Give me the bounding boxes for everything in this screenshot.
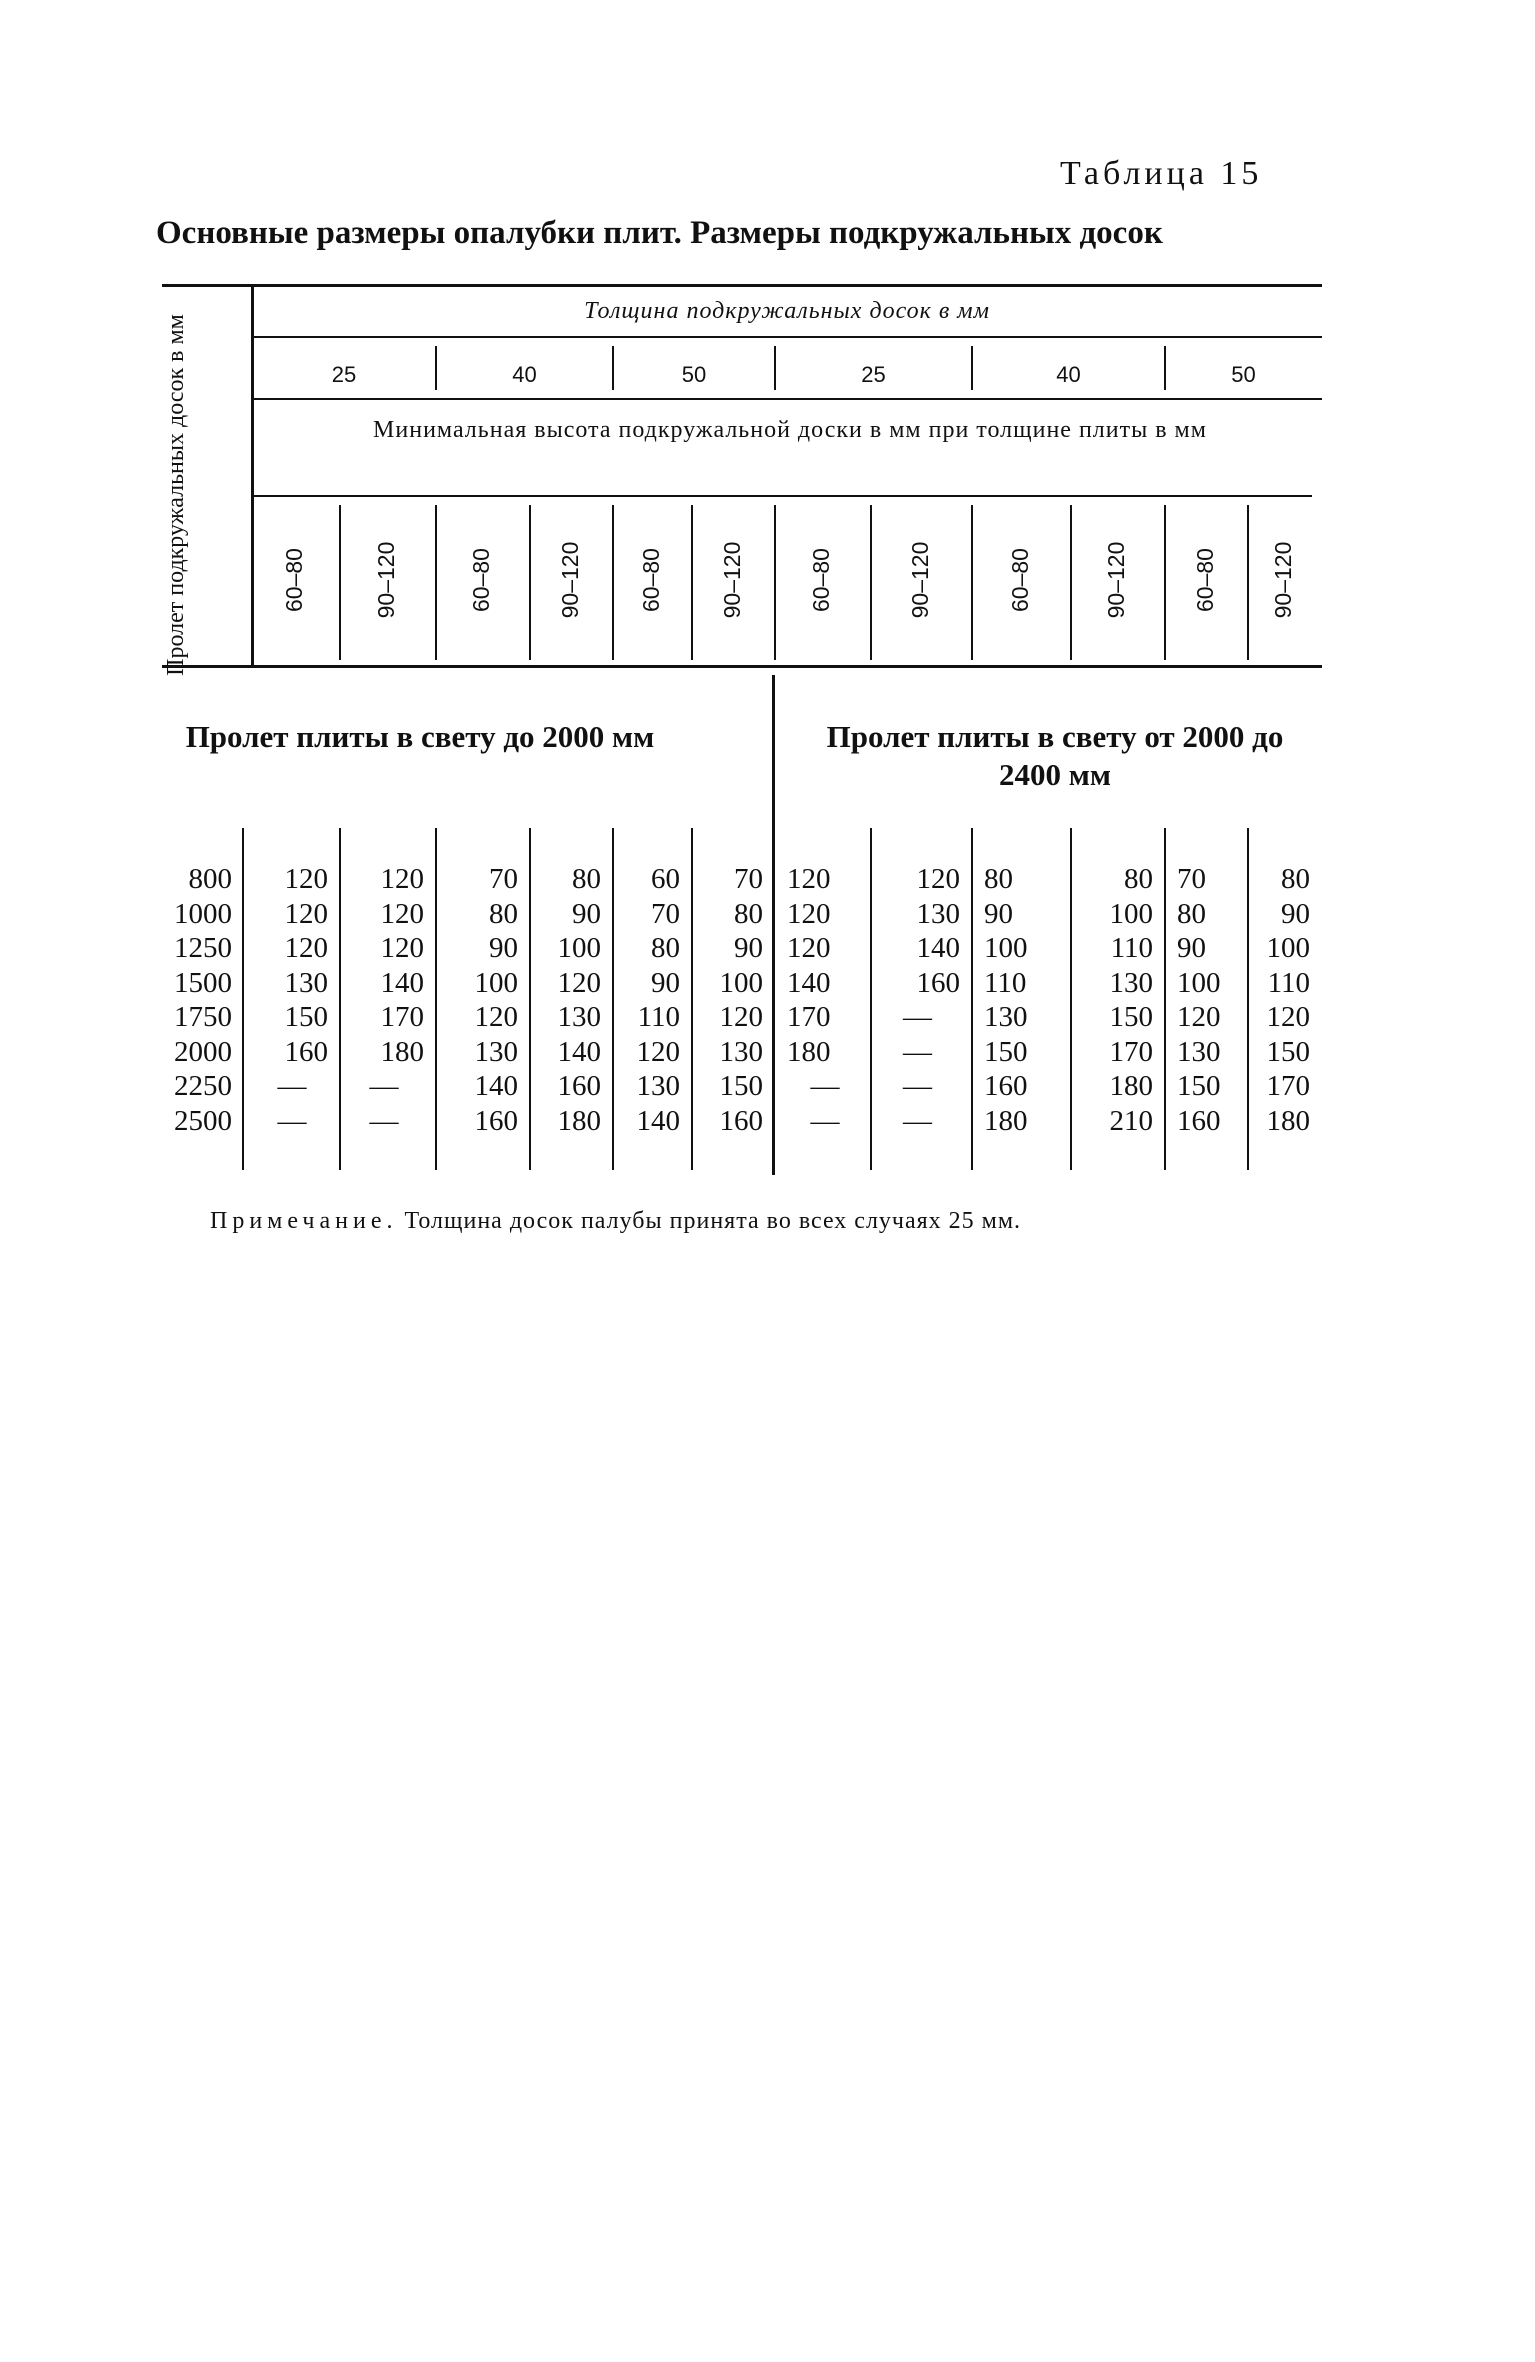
value-column [1177,862,1240,1138]
cell-value: 90 [489,932,518,964]
column-divider [242,828,244,1170]
row-header [160,305,230,685]
cell-value: 120 [787,863,831,895]
cell-value: 160 [916,966,960,999]
cell-value: 80 [489,897,518,930]
thickness-header: Толщина подкружальных досок в мм [584,298,990,324]
value-column [875,862,960,1138]
cell-value: 100 [1266,932,1310,964]
section-right-header [810,718,1300,794]
cell-value: 110 [1267,966,1310,999]
column-divider [971,828,973,1170]
slab-range: 60–80 [637,548,664,612]
cell-value: 120 [284,932,328,964]
rule-below-thickness-header [252,336,1322,338]
cell-value: 170 [1109,1035,1153,1068]
cell-value: 80 [572,863,601,895]
cell-value: 130 [636,1070,680,1102]
cell-value: 180 [984,1104,1028,1137]
cell-value: 170 [1266,1070,1310,1102]
cell-value: 100 [1177,966,1221,999]
cell-value: — [369,1104,399,1137]
cell-value: 120 [557,966,601,999]
span-value: 1250 [174,932,232,964]
range-divider [435,505,437,660]
rule-below-thicknesses [252,398,1322,400]
slab-range: 60–80 [1006,548,1033,612]
value-column [256,862,328,1138]
cell-value: 110 [1110,932,1153,964]
cell-value: 100 [557,932,601,964]
table-title: Основные размеры опалубки плит. Размеры подкружальных досок [156,215,1163,251]
column-divider [1164,828,1166,1170]
cell-value: — [369,1070,399,1102]
cell-value: 120 [380,897,424,930]
thickness-value: 25 [861,362,886,387]
span-value: 2000 [174,1035,232,1068]
column-divider [870,828,872,1170]
cell-value: 110 [637,1001,680,1033]
cell-value: 70 [734,863,763,895]
cell-value: — [903,1035,932,1068]
value-column [787,862,863,1138]
column-divider [1247,828,1249,1170]
cell-value: 150 [284,1001,328,1033]
value-column [1252,862,1310,1138]
cell-value: 150 [1177,1070,1221,1102]
header-bottom-rule [162,665,1322,668]
cell-value: 80 [984,863,1013,895]
cell-value: — [810,1104,840,1137]
section-divider [772,675,775,1175]
cell-value: 180 [1266,1104,1310,1137]
span-value: 1000 [174,897,232,930]
value-column [1075,862,1153,1138]
cell-value: — [903,1070,932,1102]
range-divider [1164,505,1166,660]
column-divider [691,828,693,1170]
cell-value: 180 [1109,1070,1153,1102]
cell-value: 140 [636,1104,680,1137]
top-rule [162,284,1322,287]
cell-value: 120 [787,897,831,930]
cell-value: 150 [984,1035,1028,1068]
range-divider [1247,505,1249,660]
slab-range: 90–120 [556,541,583,619]
cell-value: 60 [651,863,680,895]
cell-value: 210 [1109,1104,1153,1137]
cell-value: 130 [474,1035,518,1068]
slab-range: 90–120 [718,541,745,619]
cell-value: 130 [1177,1035,1221,1068]
thickness-value: 50 [681,362,707,387]
cell-value: 120 [284,897,328,930]
cell-value: 90 [651,966,680,999]
cell-value: 130 [719,1035,763,1068]
span-column [140,862,232,1138]
cell-value: 120 [474,1001,518,1033]
cell-value: 140 [474,1070,518,1102]
value-column [440,862,518,1138]
section-left-text: Пролет плиты в свету до 2000 мм [185,719,655,754]
cell-value: 100 [984,932,1028,964]
thickness-value: 25 [331,362,357,387]
slab-range: 90–120 [373,541,399,619]
slab-range: 60–80 [468,548,494,612]
cell-value: 70 [489,863,518,895]
cell-value: 160 [719,1104,763,1137]
span-value: 2250 [174,1070,232,1102]
cell-value: 80 [1124,863,1153,895]
table-note [210,1208,1021,1235]
rule-below-min-height [252,495,1312,497]
thickness-value: 50 [1231,362,1256,387]
slab-range: 60–80 [808,548,834,612]
cell-value: 140 [557,1035,601,1068]
cell-value: 130 [557,1001,601,1033]
table-label: Таблица 15 [1060,155,1263,192]
cell-value: 160 [1177,1104,1221,1137]
range-divider [971,505,973,660]
column-divider [339,828,341,1170]
cell-value: 90 [1177,932,1206,964]
note-text: Толщина досок палубы принята во всех случаях 25 мм. [404,1208,1022,1234]
cell-value: 120 [284,863,328,895]
cell-value: 70 [651,897,680,930]
cell-value: 80 [734,897,763,930]
cell-value: 100 [474,966,518,999]
thickness-value: 40 [512,362,537,387]
cell-value: 130 [984,1001,1028,1033]
cell-value: 120 [916,863,960,895]
cell-value: 140 [787,966,831,999]
span-value: 2500 [174,1104,232,1137]
cell-value: 110 [984,966,1027,999]
cell-value: 180 [557,1104,601,1137]
note-label: Примечание. [210,1208,398,1234]
thickness-value: 40 [1056,362,1081,387]
cell-value: 160 [984,1070,1028,1102]
cell-value: 160 [557,1070,601,1102]
cell-value: 80 [651,932,680,964]
cell-value: 170 [787,1001,831,1033]
value-column [617,862,680,1138]
cell-value: 140 [916,932,960,964]
value-column [344,862,424,1138]
slab-range: 90–120 [1103,541,1129,619]
value-column [534,862,601,1138]
cell-value: 170 [380,1001,424,1033]
cell-value: 180 [787,1035,831,1068]
min-height-text: Минимальная высота подкружальной доски в мм при толщине плиты в мм [373,417,1207,443]
cell-value: 140 [380,966,424,999]
cell-value: 130 [1109,966,1153,999]
column-divider [529,828,531,1170]
row-header-text: Пролет подкружальных досок в мм [163,314,189,676]
range-divider [691,505,693,660]
cell-value: 80 [1281,863,1310,895]
slab-range: 60–80 [1191,548,1218,612]
cell-value: 120 [719,1001,763,1033]
cell-value: 120 [380,932,424,964]
cell-value: 150 [1109,1001,1153,1033]
min-height-header [300,416,1280,444]
column-divider [435,828,437,1170]
cell-value: 120 [787,932,831,964]
cell-value: 130 [916,897,960,930]
cell-value: 120 [1266,1001,1310,1033]
range-divider [774,505,776,660]
cell-value: 90 [1281,897,1310,930]
cell-value: 80 [1177,897,1206,930]
value-column [696,862,763,1138]
span-value: 800 [188,863,232,895]
cell-value: 100 [1109,897,1153,930]
cell-value: — [810,1070,840,1102]
range-divider [339,505,341,660]
cell-value: 90 [734,932,763,964]
value-column [984,862,1063,1138]
cell-value: 130 [284,966,328,999]
cell-value: — [277,1070,307,1102]
cell-value: — [903,1104,932,1137]
cell-value: 90 [984,897,1013,930]
cell-value: 120 [380,863,424,895]
cell-value: 120 [636,1035,680,1068]
cell-value: 180 [380,1035,424,1068]
section-right-text: Пролет плиты в свету от 2000 до 2400 мм [826,719,1284,792]
slab-range: 90–120 [1270,541,1296,619]
range-divider [870,505,872,660]
cell-value: 150 [1266,1035,1310,1068]
column-divider [1070,828,1072,1170]
span-value: 1750 [174,1001,232,1033]
cell-value: 160 [474,1104,518,1137]
range-divider [529,505,531,660]
cell-value: 100 [719,966,763,999]
cell-value: — [277,1104,307,1137]
cell-value: — [903,1001,932,1033]
section-left-header [180,718,660,756]
range-divider [612,505,614,660]
cell-value: 120 [1177,1001,1221,1033]
span-value: 1500 [174,966,232,999]
cell-value: 160 [284,1035,328,1068]
column-divider [612,828,614,1170]
slab-range: 90–120 [906,541,933,619]
range-divider [1070,505,1072,660]
cell-value: 70 [1177,863,1206,895]
slab-range: 60–80 [281,548,307,612]
cell-value: 150 [719,1070,763,1102]
row-header-divider [251,284,254,667]
cell-value: 90 [572,897,601,930]
